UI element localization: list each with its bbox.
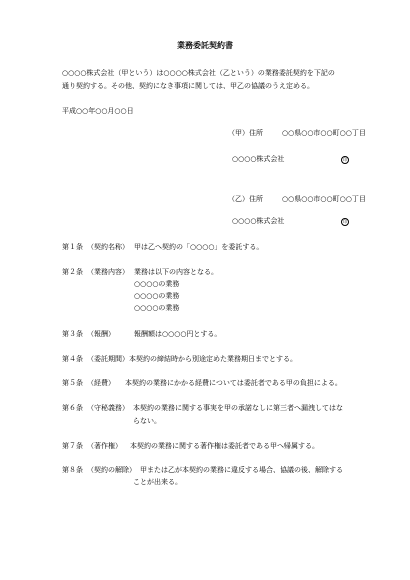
contract-date: 平成○○年○○月○○日 <box>62 107 134 115</box>
article-6-number: 第６条 <box>62 404 83 412</box>
article-6-text-cont: らない。 <box>133 417 161 425</box>
article-3-number: 第３条 <box>62 330 83 338</box>
document-title: 業務委託契約書 <box>177 41 233 50</box>
article-8-number: 第８条 <box>62 466 83 474</box>
intro-line-2: 通り契約する。その他、契約になき事項に関しては、甲乙の協議のうえ定める。 <box>62 82 314 90</box>
article-6-title: （守秘義務） <box>87 404 129 412</box>
article-7-number: 第７条 <box>62 442 83 450</box>
article-2-item: ○○○○の業務 <box>134 292 180 300</box>
article-8-text-cont: ことが出来る。 <box>133 478 182 486</box>
article-2-item: ○○○○の業務 <box>134 304 180 312</box>
party-b-address: ○○県○○市○○町○○丁目 <box>282 195 366 203</box>
article-8-text: 甲または乙が本契約の業務に違反する場合、協議の後、解除する <box>140 466 343 474</box>
article-1-title: （契約名称） <box>87 243 129 251</box>
article-7-text: 本契約の業務に関する著作権は委託者である甲へ帰属する。 <box>130 442 319 450</box>
intro-line-1: ○○○○株式会社（甲という）は○○○○株式会社（乙という）の業務委託契約を下記の <box>62 69 335 77</box>
article-2-number: 第２条 <box>62 268 83 276</box>
party-b-seal-icon: 印 <box>343 219 347 224</box>
party-a-seal-icon: 印 <box>343 157 347 162</box>
article-4-text: 本契約の締結時から別途定めた業務期日までとする。 <box>129 355 297 363</box>
article-4-number: 第４条 <box>62 355 83 363</box>
article-3-text: 報酬額は○○○○円とする。 <box>134 330 222 338</box>
article-4-title: （委託期間） <box>87 355 129 363</box>
article-3-title: （報酬） <box>87 330 115 338</box>
article-5-number: 第５条 <box>62 379 83 387</box>
article-2-item: ○○○○の業務 <box>134 280 180 288</box>
article-5-text: 本契約の業務にかかる経費については委託者である甲の負担による。 <box>125 379 342 387</box>
party-b-company: ○○○○株式会社 <box>232 217 285 225</box>
article-1-text: 甲は乙へ契約の「○○○○」を委託する。 <box>134 243 264 251</box>
party-a-address: ○○県○○市○○町○○丁目 <box>282 129 366 137</box>
party-a-company: ○○○○株式会社 <box>232 155 285 163</box>
article-6-text: 本契約の業務に関する事実を甲の承諾なしに第三者へ漏洩してはな <box>133 404 343 412</box>
article-1-number: 第１条 <box>62 243 83 251</box>
article-7-title: （著作権） <box>87 442 122 450</box>
article-2-title: （業務内容） <box>87 268 129 276</box>
article-2-text: 業務は以下の内容となる。 <box>134 268 218 276</box>
party-a-label: （甲）住所 <box>228 129 263 137</box>
article-5-title: （経費） <box>87 379 115 387</box>
party-b-label: （乙）住所 <box>228 195 263 203</box>
article-8-title: （契約の解除） <box>87 466 136 474</box>
